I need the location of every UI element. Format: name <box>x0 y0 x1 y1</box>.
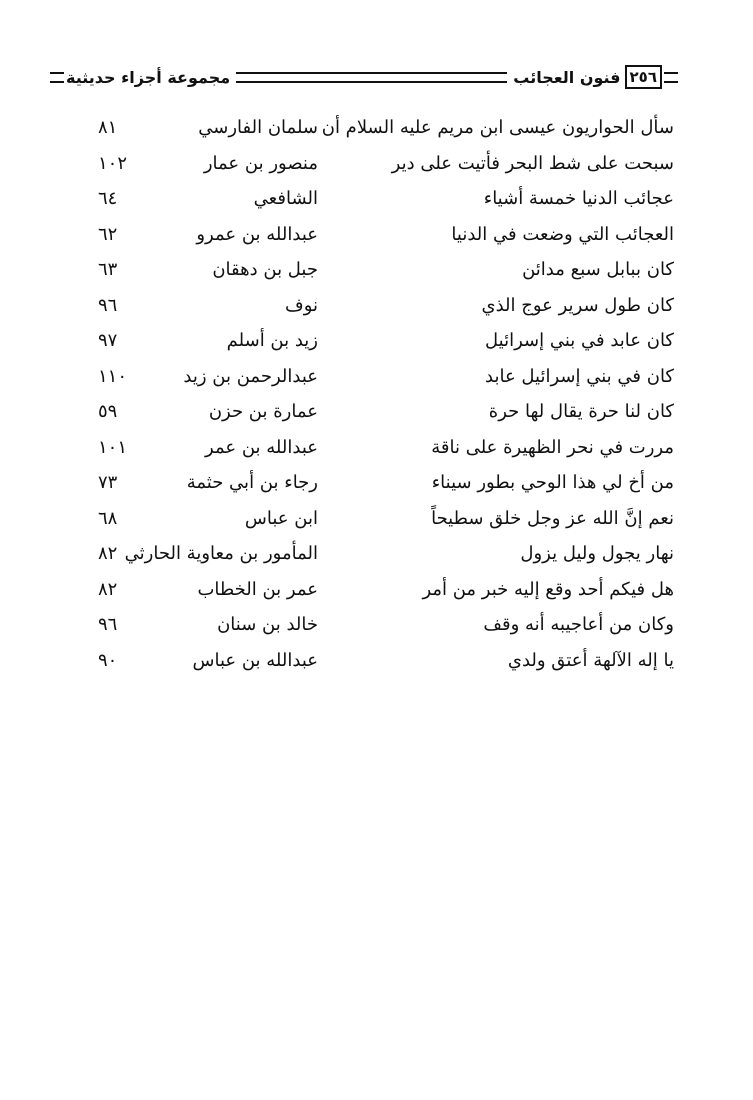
page-reference: ١٠١ <box>98 436 128 458</box>
hadith-phrase: من أخ لي هذا الوحي بطور سيناء <box>431 472 674 493</box>
index-row <box>60 501 680 537</box>
hadith-phrase: مررت في نحر الظهيرة على ناقة <box>431 436 674 458</box>
index-row <box>60 359 680 395</box>
narrator-name: عبدالله بن عمر <box>205 436 318 458</box>
page-reference: ٦٣ <box>98 259 118 280</box>
hadith-phrase: سأل الحواريون عيسى ابن مريم عليه السلام أن <box>321 117 674 138</box>
index-row <box>60 217 680 253</box>
page-reference: ٩٦ <box>98 294 118 316</box>
narrator-name: عمارة بن حزن <box>208 401 318 422</box>
page-reference: ١٠٢ <box>98 152 128 174</box>
hadith-phrase: العجائب التي وضعت في الدنيا <box>451 223 674 245</box>
page-reference: ٦٨ <box>98 507 118 529</box>
header-ornament-right <box>664 72 678 83</box>
chapter-title: فنون العجائب <box>513 67 621 87</box>
hadith-phrase: نهار يجول وليل يزول <box>520 543 674 564</box>
header-rule <box>236 72 507 83</box>
page-reference: ٧٣ <box>98 472 118 493</box>
index-row <box>60 181 680 217</box>
page-reference: ٨١ <box>98 117 118 138</box>
page-reference: ٨٢ <box>98 578 118 600</box>
narrator-name: عبدالرحمن بن زيد <box>183 365 318 387</box>
hadith-phrase: هل فيكم أحد وقع إليه خبر من أمر <box>422 578 674 600</box>
narrator-name: الشافعي <box>253 188 318 209</box>
page-reference: ٩٦ <box>98 614 118 635</box>
page-number: ٢٥٦ <box>625 65 662 89</box>
index-row <box>60 146 680 182</box>
running-header <box>50 63 678 91</box>
index-row <box>60 607 680 643</box>
narrator-name: رجاء بن أبي حثمة <box>186 472 318 493</box>
index-row <box>60 572 680 608</box>
narrator-name: المأمور بن معاوية الحارثي <box>124 543 318 564</box>
hadith-phrase: وكان من أعاجيبه أنه وقف <box>483 614 674 635</box>
hadith-phrase: كان عابد في بني إسرائيل <box>485 330 674 351</box>
narrator-name: عبدالله بن عباس <box>192 649 318 671</box>
hadith-phrase: كان في بني إسرائيل عابد <box>485 365 674 387</box>
hadith-phrase: كان ببابل سبع مدائن <box>522 259 674 280</box>
index-row <box>60 394 680 430</box>
page-reference: ٩٠ <box>98 649 118 671</box>
page-reference: ١١٠ <box>98 365 128 387</box>
page-reference: ٥٩ <box>98 401 118 422</box>
narrator-name: جبل بن دهقان <box>212 259 318 280</box>
narrator-name: منصور بن عمار <box>203 152 318 174</box>
hadith-phrase: نعم إنَّ الله عز وجل خلق سطيحاً <box>431 507 674 529</box>
narrator-name: عمر بن الخطاب <box>197 578 318 600</box>
page-reference: ٦٢ <box>98 223 118 245</box>
hadith-phrase: سبحت على شط البحر فأتيت على دير <box>391 152 674 174</box>
narrator-name: عبدالله بن عمرو <box>196 223 318 245</box>
page-reference: ٦٤ <box>98 188 118 209</box>
index-row <box>60 252 680 288</box>
hadith-index-table <box>60 110 680 678</box>
index-row <box>60 430 680 466</box>
hadith-phrase: عجائب الدنيا خمسة أشياء <box>483 188 674 209</box>
narrator-name: زيد بن أسلم <box>226 330 318 351</box>
hadith-phrase: كان طول سرير عوج الذي <box>481 294 674 316</box>
index-row <box>60 323 680 359</box>
narrator-name: نوف <box>285 294 318 316</box>
header-ornament-left <box>50 72 64 83</box>
page-reference: ٩٧ <box>98 330 118 351</box>
page-reference: ٨٢ <box>98 543 118 564</box>
index-row <box>60 465 680 501</box>
hadith-phrase: كان لنا حرة يقال لها حرة <box>488 401 674 422</box>
index-row <box>60 643 680 679</box>
index-row <box>60 536 680 572</box>
index-row <box>60 288 680 324</box>
hadith-phrase: يا إله الآلهة أعتق ولدي <box>507 649 674 671</box>
narrator-name: سلمان الفارسي <box>198 117 318 138</box>
book-title: مجموعة أجزاء حديثية <box>66 67 231 87</box>
narrator-name: خالد بن سنان <box>217 614 318 635</box>
index-row <box>60 110 680 146</box>
narrator-name: ابن عباس <box>244 507 318 529</box>
